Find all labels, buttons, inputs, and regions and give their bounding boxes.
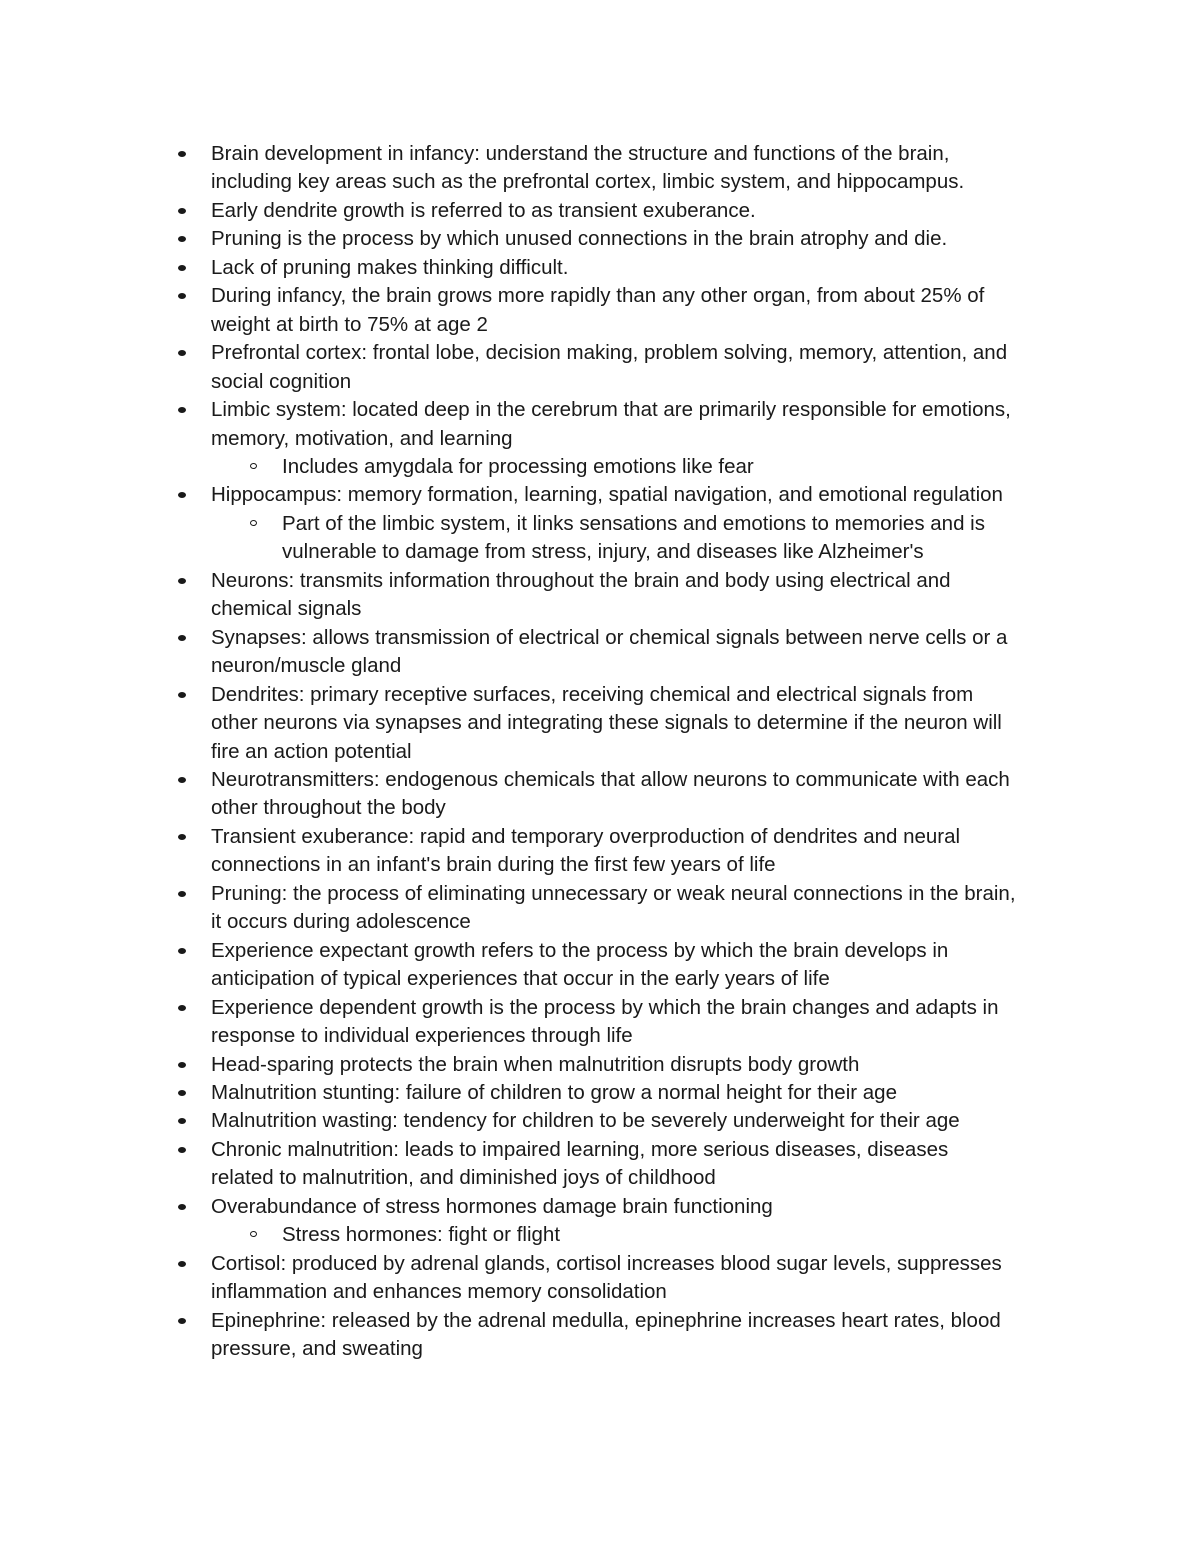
filled-circle-bullet-icon xyxy=(178,1204,186,1210)
hollow-circle-bullet-icon xyxy=(250,1231,257,1237)
bullet-text-line: Prefrontal cortex: frontal lobe, decision making, problem solving, memory, attention, and xyxy=(211,341,1008,365)
bullet-text-line: Early dendrite growth is referred to as transient exuberance. xyxy=(211,198,756,222)
bullet-text-line: Experience dependent growth is the process by which the brain changes and adapts in xyxy=(211,995,999,1019)
filled-circle-bullet-icon xyxy=(178,492,186,498)
filled-circle-bullet-icon xyxy=(178,293,186,299)
bullet-text-line: related to malnutrition, and diminished joys of childhood xyxy=(211,1166,716,1190)
filled-circle-bullet-icon xyxy=(178,151,186,157)
bullet-text-line: anticipation of typical experiences that occur in the early years of life xyxy=(211,967,830,991)
sub-bullet-item xyxy=(0,510,1200,567)
bullet-item xyxy=(0,1250,1200,1307)
filled-circle-bullet-icon xyxy=(178,350,186,356)
filled-circle-bullet-icon xyxy=(178,948,186,954)
bullet-item xyxy=(0,140,1200,197)
bullet-text-line: Includes amygdala for processing emotions like fear xyxy=(282,454,754,478)
bullet-item xyxy=(0,225,1200,253)
bullet-item xyxy=(0,197,1200,225)
bullet-item xyxy=(0,1051,1200,1079)
filled-circle-bullet-icon xyxy=(178,236,186,242)
bullet-text-line: vulnerable to damage from stress, injury, and diseases like Alzheimer's xyxy=(282,540,924,564)
bullet-text-line: weight at birth to 75% at age 2 xyxy=(211,312,488,336)
bullet-text-line: Transient exuberance: rapid and temporary overproduction of dendrites and neural xyxy=(211,824,961,848)
filled-circle-bullet-icon xyxy=(178,692,186,698)
bullet-text-line: connections in an infant's brain during the first few years of life xyxy=(211,853,776,877)
bullet-text-line: Cortisol: produced by adrenal glands, cortisol increases blood sugar levels, suppresses xyxy=(211,1251,1002,1275)
bullet-text-line: Limbic system: located deep in the cerebrum that are primarily responsible for emotions, xyxy=(211,398,1011,422)
bullet-text-line: Lack of pruning makes thinking difficult. xyxy=(211,255,569,279)
bullet-text-line: Experience expectant growth refers to the process by which the brain develops in xyxy=(211,938,949,962)
bullet-item xyxy=(0,681,1200,766)
sub-bullet-item xyxy=(0,453,1200,481)
bullet-text-line: memory, motivation, and learning xyxy=(211,426,513,450)
filled-circle-bullet-icon xyxy=(178,578,186,584)
filled-circle-bullet-icon xyxy=(178,635,186,641)
bullet-item xyxy=(0,1193,1200,1221)
bullet-item xyxy=(0,282,1200,339)
bullet-text-line: Pruning is the process by which unused connections in the brain atrophy and die. xyxy=(211,227,948,251)
bullet-text-line: Synapses: allows transmission of electrical or chemical signals between nerve cells or a xyxy=(211,625,1008,649)
bullet-text-line: Part of the limbic system, it links sensations and emotions to memories and is xyxy=(282,511,985,535)
bullet-text-line: Head-sparing protects the brain when malnutrition disrupts body growth xyxy=(211,1052,860,1076)
bullet-text-line: Pruning: the process of eliminating unnecessary or weak neural connections in the brain, xyxy=(211,881,1016,905)
bullet-item xyxy=(0,1136,1200,1193)
filled-circle-bullet-icon xyxy=(178,1062,186,1068)
bullet-item xyxy=(0,481,1200,509)
bullet-item xyxy=(0,567,1200,624)
filled-circle-bullet-icon xyxy=(178,1118,186,1124)
bullet-text-line: neuron/muscle gland xyxy=(211,654,402,678)
bullet-text-line: Malnutrition wasting: tendency for children to be severely underweight for their age xyxy=(211,1109,960,1133)
bullet-text-line: Epinephrine: released by the adrenal medulla, epinephrine increases heart rates, blood xyxy=(211,1308,1001,1332)
bullet-item xyxy=(0,823,1200,880)
sub-bullet-item xyxy=(0,1221,1200,1249)
bullet-text-line: other neurons via synapses and integrating these signals to determine if the neuron will xyxy=(211,711,1002,735)
bullet-text-line: inflammation and enhances memory consolidation xyxy=(211,1280,667,1304)
bullet-text-line: Overabundance of stress hormones damage brain functioning xyxy=(211,1194,773,1218)
bullet-item xyxy=(0,339,1200,396)
notes-list xyxy=(0,140,1200,1363)
bullet-text-line: Hippocampus: memory formation, learning, spatial navigation, and emotional regulation xyxy=(211,483,1003,507)
bullet-item xyxy=(0,624,1200,681)
filled-circle-bullet-icon xyxy=(178,208,186,214)
bullet-item xyxy=(0,994,1200,1051)
bullet-text-line: it occurs during adolescence xyxy=(211,910,471,934)
bullet-item xyxy=(0,937,1200,994)
bullet-text-line: response to individual experiences through life xyxy=(211,1024,633,1048)
filled-circle-bullet-icon xyxy=(178,1090,186,1096)
hollow-circle-bullet-icon xyxy=(250,463,257,469)
bullet-text-line: other throughout the body xyxy=(211,796,446,820)
bullet-item xyxy=(0,1107,1200,1135)
hollow-circle-bullet-icon xyxy=(250,520,257,526)
bullet-text-line: including key areas such as the prefrontal cortex, limbic system, and hippocampus. xyxy=(211,170,965,194)
filled-circle-bullet-icon xyxy=(178,1005,186,1011)
bullet-text-line: During infancy, the brain grows more rapidly than any other organ, from about 25% of xyxy=(211,284,985,308)
bullet-text-line: Chronic malnutrition: leads to impaired learning, more serious diseases, diseases xyxy=(211,1137,949,1161)
bullet-text-line: Stress hormones: fight or flight xyxy=(282,1223,561,1247)
bullet-text-line: pressure, and sweating xyxy=(211,1337,423,1361)
filled-circle-bullet-icon xyxy=(178,777,186,783)
filled-circle-bullet-icon xyxy=(178,834,186,840)
bullet-item xyxy=(0,1079,1200,1107)
bullet-text-line: Dendrites: primary receptive surfaces, receiving chemical and electrical signals from xyxy=(211,682,974,706)
filled-circle-bullet-icon xyxy=(178,265,186,271)
bullet-text-line: chemical signals xyxy=(211,597,362,621)
bullet-text-line: Neurons: transmits information throughout the brain and body using electrical and xyxy=(211,568,951,592)
filled-circle-bullet-icon xyxy=(178,1261,186,1267)
bullet-item xyxy=(0,880,1200,937)
filled-circle-bullet-icon xyxy=(178,407,186,413)
bullet-item xyxy=(0,1307,1200,1364)
bullet-text-line: Brain development in infancy: understand the structure and functions of the brain, xyxy=(211,142,950,165)
bullet-text-line: Malnutrition stunting: failure of children to grow a normal height for their age xyxy=(211,1080,897,1104)
bullet-text-line: Neurotransmitters: endogenous chemicals that allow neurons to communicate with each xyxy=(211,767,1010,791)
filled-circle-bullet-icon xyxy=(178,1147,186,1153)
bullet-item xyxy=(0,254,1200,282)
filled-circle-bullet-icon xyxy=(178,1318,186,1324)
bullet-text-line: social cognition xyxy=(211,369,352,393)
filled-circle-bullet-icon xyxy=(178,891,186,897)
bullet-text-line: fire an action potential xyxy=(211,739,412,763)
bullet-item xyxy=(0,396,1200,453)
bullet-item xyxy=(0,766,1200,823)
